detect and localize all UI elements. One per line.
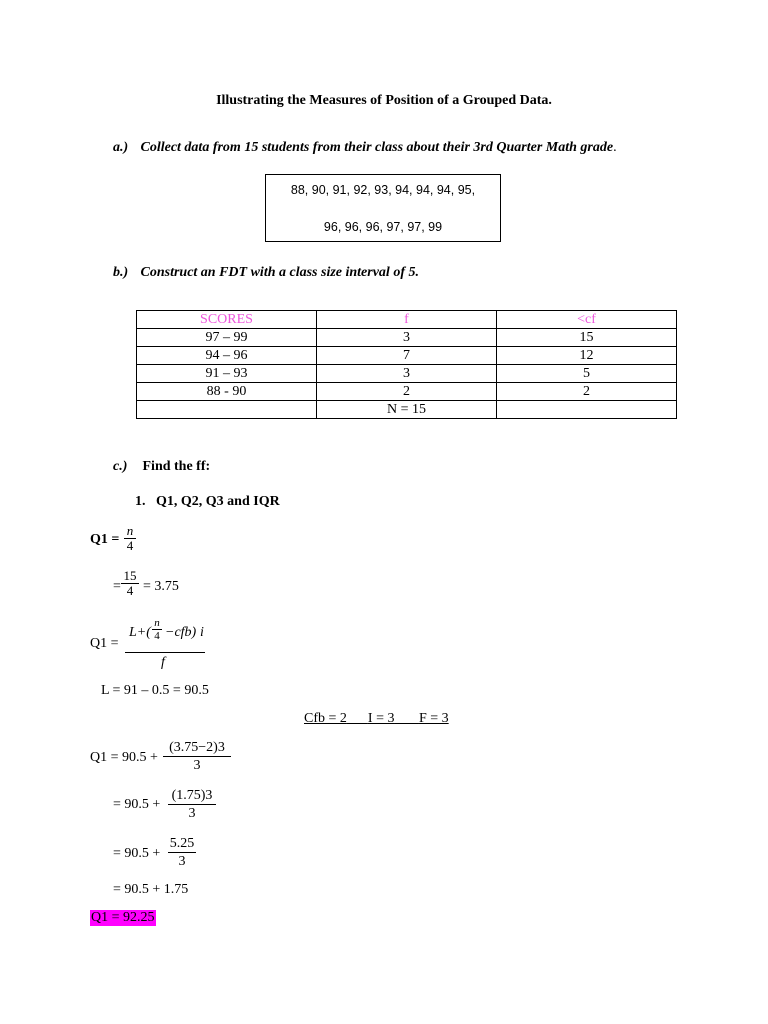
table-cell: 94 – 96 [137,347,317,365]
table-cell: 2 [317,383,497,401]
document-title: Illustrating the Measures of Position of a Grouped Data. [216,93,552,108]
table-cell: 2 [497,383,677,401]
step1-prefix: Q1 = 90.5 + [90,750,158,765]
table-cell: 97 – 99 [137,329,317,347]
step2-fraction [168,787,216,822]
formula-i: i [200,625,204,640]
table-cell: 88 - 90 [137,383,317,401]
i-value: I = 3 [367,711,395,726]
numerator: 15 [123,568,137,583]
table-cell: 7 [317,347,497,365]
eq-sign: = [113,579,121,594]
q1-result: Q1 = 92.25 [91,910,155,925]
table-cell: 3 [317,365,497,383]
fraction-n-over-4 [124,524,136,553]
q1-formula-label: Q1 = [90,636,119,651]
section-c-text: Find the ff: [142,459,211,474]
table-cell: 12 [497,347,677,365]
denominator: 3 [178,854,186,869]
header-f: f [317,311,497,329]
fraction-15-over-4 [121,569,139,598]
step2-prefix: = 90.5 + [113,797,161,812]
section-b-label: b.) [113,265,129,280]
F-value: F = 3 [418,711,449,726]
step3-prefix: = 90.5 + [113,846,161,861]
table-cell: 5 [497,365,677,383]
fdt-header-row [137,311,677,329]
table-row [137,347,677,365]
denominator: 4 [126,583,134,598]
step3-fraction [168,835,196,870]
fdt-table [136,310,677,419]
denominator: 4 [154,630,160,642]
table-cell: 15 [497,329,677,347]
q1-label: Q1 = [90,532,120,547]
table-cell: 91 – 93 [137,365,317,383]
cfb-value: Cfb = 2 [304,711,347,726]
step1-fraction [163,739,231,774]
fraction-bar [125,652,205,653]
table-row [137,329,677,347]
data-box [265,174,501,242]
formula-f: f [161,655,165,670]
section-a-label: a.) [113,140,129,155]
numerator: n [154,617,160,629]
table-cell [137,401,317,419]
item-1: 1. Q1, Q2, Q3 and IQR [135,494,280,509]
numerator: n [126,523,134,538]
table-cell [497,401,677,419]
data-line-1: 88, 90, 91, 92, 93, 94, 94, 94, 95, [290,183,476,197]
denominator: 3 [188,806,196,821]
data-line-2: 96, 96, 96, 97, 97, 99 [323,220,443,234]
L-value: L = 91 – 0.5 = 90.5 [101,683,209,698]
section-a-text: Collect data from 15 students from their class about their 3rd Quarter Math grade [140,140,614,155]
formula-L: L+( [129,625,151,640]
result-3-75: = 3.75 [143,579,179,594]
given-values [304,711,449,727]
section-c-heading [113,459,210,475]
numerator: (1.75)3 [171,788,213,803]
table-row [137,401,677,419]
table-cell-total: N = 15 [317,401,497,419]
section-c-label: c.) [113,459,128,474]
denominator: 3 [193,758,201,773]
formula-cfb: −cfb) [165,625,197,640]
q1-formula [125,617,205,671]
table-cell: 3 [317,329,497,347]
numerator: 5.25 [169,836,195,851]
fraction-n-over-4-inner [152,617,162,642]
section-b-text: Construct an FDT with a class size interval of 5. [140,265,419,280]
section-a-heading [113,140,617,156]
section-b-heading [113,265,419,281]
header-cf: <cf [497,311,677,329]
section-a-period: . [613,140,617,155]
table-row [137,383,677,401]
step4: = 90.5 + 1.75 [113,882,189,897]
denominator: 4 [126,538,134,553]
numerator: (3.75−2)3 [169,740,225,755]
table-row [137,365,677,383]
header-scores: SCORES [137,311,317,329]
